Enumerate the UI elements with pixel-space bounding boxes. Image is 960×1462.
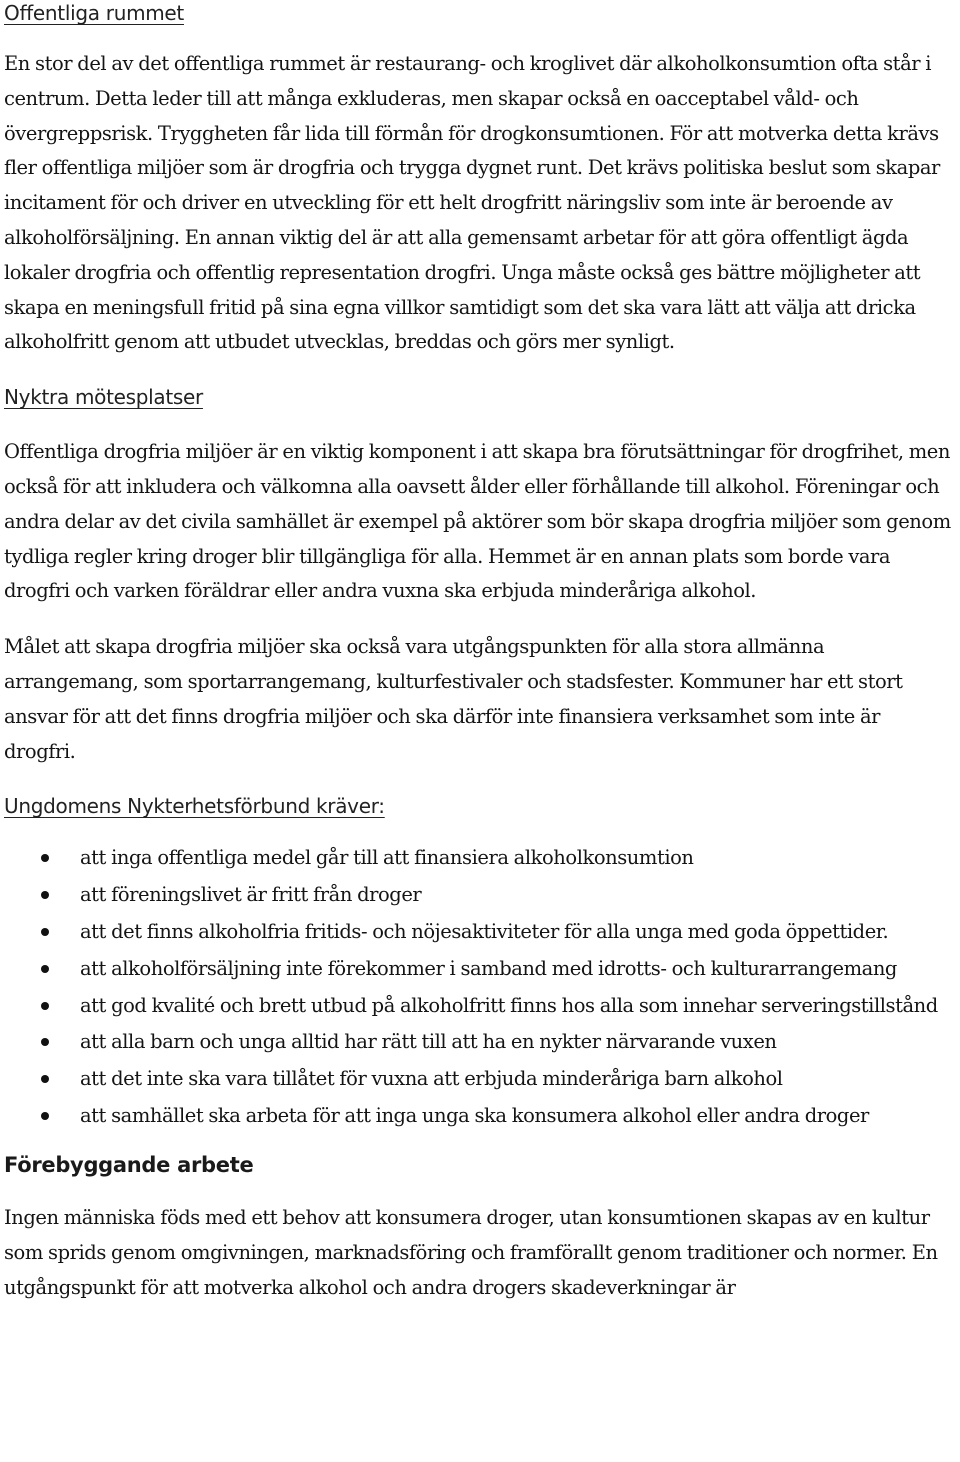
- bullet-dot-icon: [41, 1075, 49, 1083]
- bullet-dot-icon: [41, 854, 49, 862]
- list-item-text: att det finns alkoholfria fritids- och nöjesaktiviteter för alla unga med goda öppettider.: [80, 919, 889, 943]
- list-item-text: att det inte ska vara tillåtet för vuxna att erbjuda minderåriga barn alkohol: [80, 1067, 783, 1091]
- bullet-dot-icon: [41, 965, 49, 973]
- paragraph-offentliga-rummet: En stor del av det offentliga rummet är restaurang- och kroglivet där alkoholkonsumtion ofta står i centrum. Detta leder till att många exkluderas, men skapar också en oacceptabel våld- och övergreppsrisk. Tryggheten får lida till förmån för drogkonsumtionen. För att motverka detta krävs fler offentliga miljöer som är drogfria och trygga dygnet runt. Det krävs politiska beslut som skapar incitament för och driver en utveckling för ett helt drogfritt näringsliv som inte är beroende av alkoholförsäljning. En annan viktig del är att alla gemensamt arbetar för att göra offentligt ägda lokaler drogfria och offentlig representation drogfri. Unga måste också ges bättre möjligheter att skapa en meningsfull fritid på sina egna villkor samtidigt som det ska vara lätt att välja att dricka alkoholfritt genom att utbudet utvecklas, breddas och görs mer synligt.: [4, 52, 940, 354]
- paragraph-nyktra-2: Målet att skapa drogfria miljöer ska också vara utgångspunkten för alla stora allmänna arrangemang, som sportarrangemang, kulturfestivaler och stadsfester. Kommuner har ett stort ansvar för att det finns drogfria miljöer och ska därför inte finansiera verksamhet som inte är drogfri.: [4, 635, 903, 763]
- list-item: [4, 1099, 956, 1134]
- list-item-text: att inga offentliga medel går till att finansiera alkoholkonsumtion: [80, 846, 694, 870]
- bullet-dot-icon: [41, 1112, 49, 1120]
- list-item-text: att alkoholförsäljning inte förekommer i samband med idrotts- och kulturarrangemang: [80, 956, 897, 980]
- list-item-text: att god kvalité och brett utbud på alkoholfritt finns hos alla som innehar serveringstillstånd: [80, 993, 938, 1017]
- paragraph-forebyggande: Ingen människa föds med ett behov att konsumera droger, utan konsumtionen skapas av en kultur som sprids genom omgivningen, marknadsföring och framförallt genom traditioner och normer. En utgångspunkt för att motverka alkohol och andra drogers skadeverkningar är: [4, 1206, 938, 1300]
- list-item-text: att föreningslivet är fritt från droger: [80, 883, 422, 907]
- list-item: [4, 1062, 956, 1097]
- list-item: [4, 989, 956, 1024]
- paragraph-nyktra-1: Offentliga drogfria miljöer är en viktig komponent i att skapa bra förutsättningar för drogfrihet, men också för att inkludera och välkomna alla oavsett ålder eller förhållande till alkohol. Föreningar och andra delar av det civila samhället är exempel på aktörer som bör skapa drogfria miljöer som genom tydliga regler kring droger blir tillgängliga för alla. Hemmet är en annan plats som borde vara drogfri och varken föräldrar eller andra vuxna ska erbjuda minderåriga alkohol.: [4, 440, 951, 603]
- section-title-forebyggande-arbete: Förebyggande arbete: [4, 1153, 254, 1178]
- list-item: [4, 1025, 956, 1060]
- list-item: [4, 915, 956, 950]
- bullet-dot-icon: [41, 1002, 49, 1010]
- list-item: [4, 878, 956, 913]
- bullet-dot-icon: [41, 928, 49, 936]
- section-title-nyktra-motesplatser[interactable]: Nyktra mötesplatser: [4, 385, 203, 410]
- section-title-ungdomens-kraver[interactable]: Ungdomens Nykterhetsförbund kräver:: [4, 794, 385, 819]
- list-item: [4, 841, 956, 876]
- section-title-offentliga-rummet[interactable]: Offentliga rummet: [4, 1, 184, 25]
- list-item-text: att alla barn och unga alltid har rätt till att ha en nykter närvarande vuxen: [80, 1030, 777, 1054]
- list-item-text: att samhället ska arbeta för att inga unga ska konsumera alkohol eller andra droger: [80, 1103, 869, 1127]
- bullet-dot-icon: [41, 891, 49, 899]
- bullet-dot-icon: [41, 1038, 49, 1046]
- list-item: [4, 952, 956, 987]
- demands-list: [4, 841, 956, 1133]
